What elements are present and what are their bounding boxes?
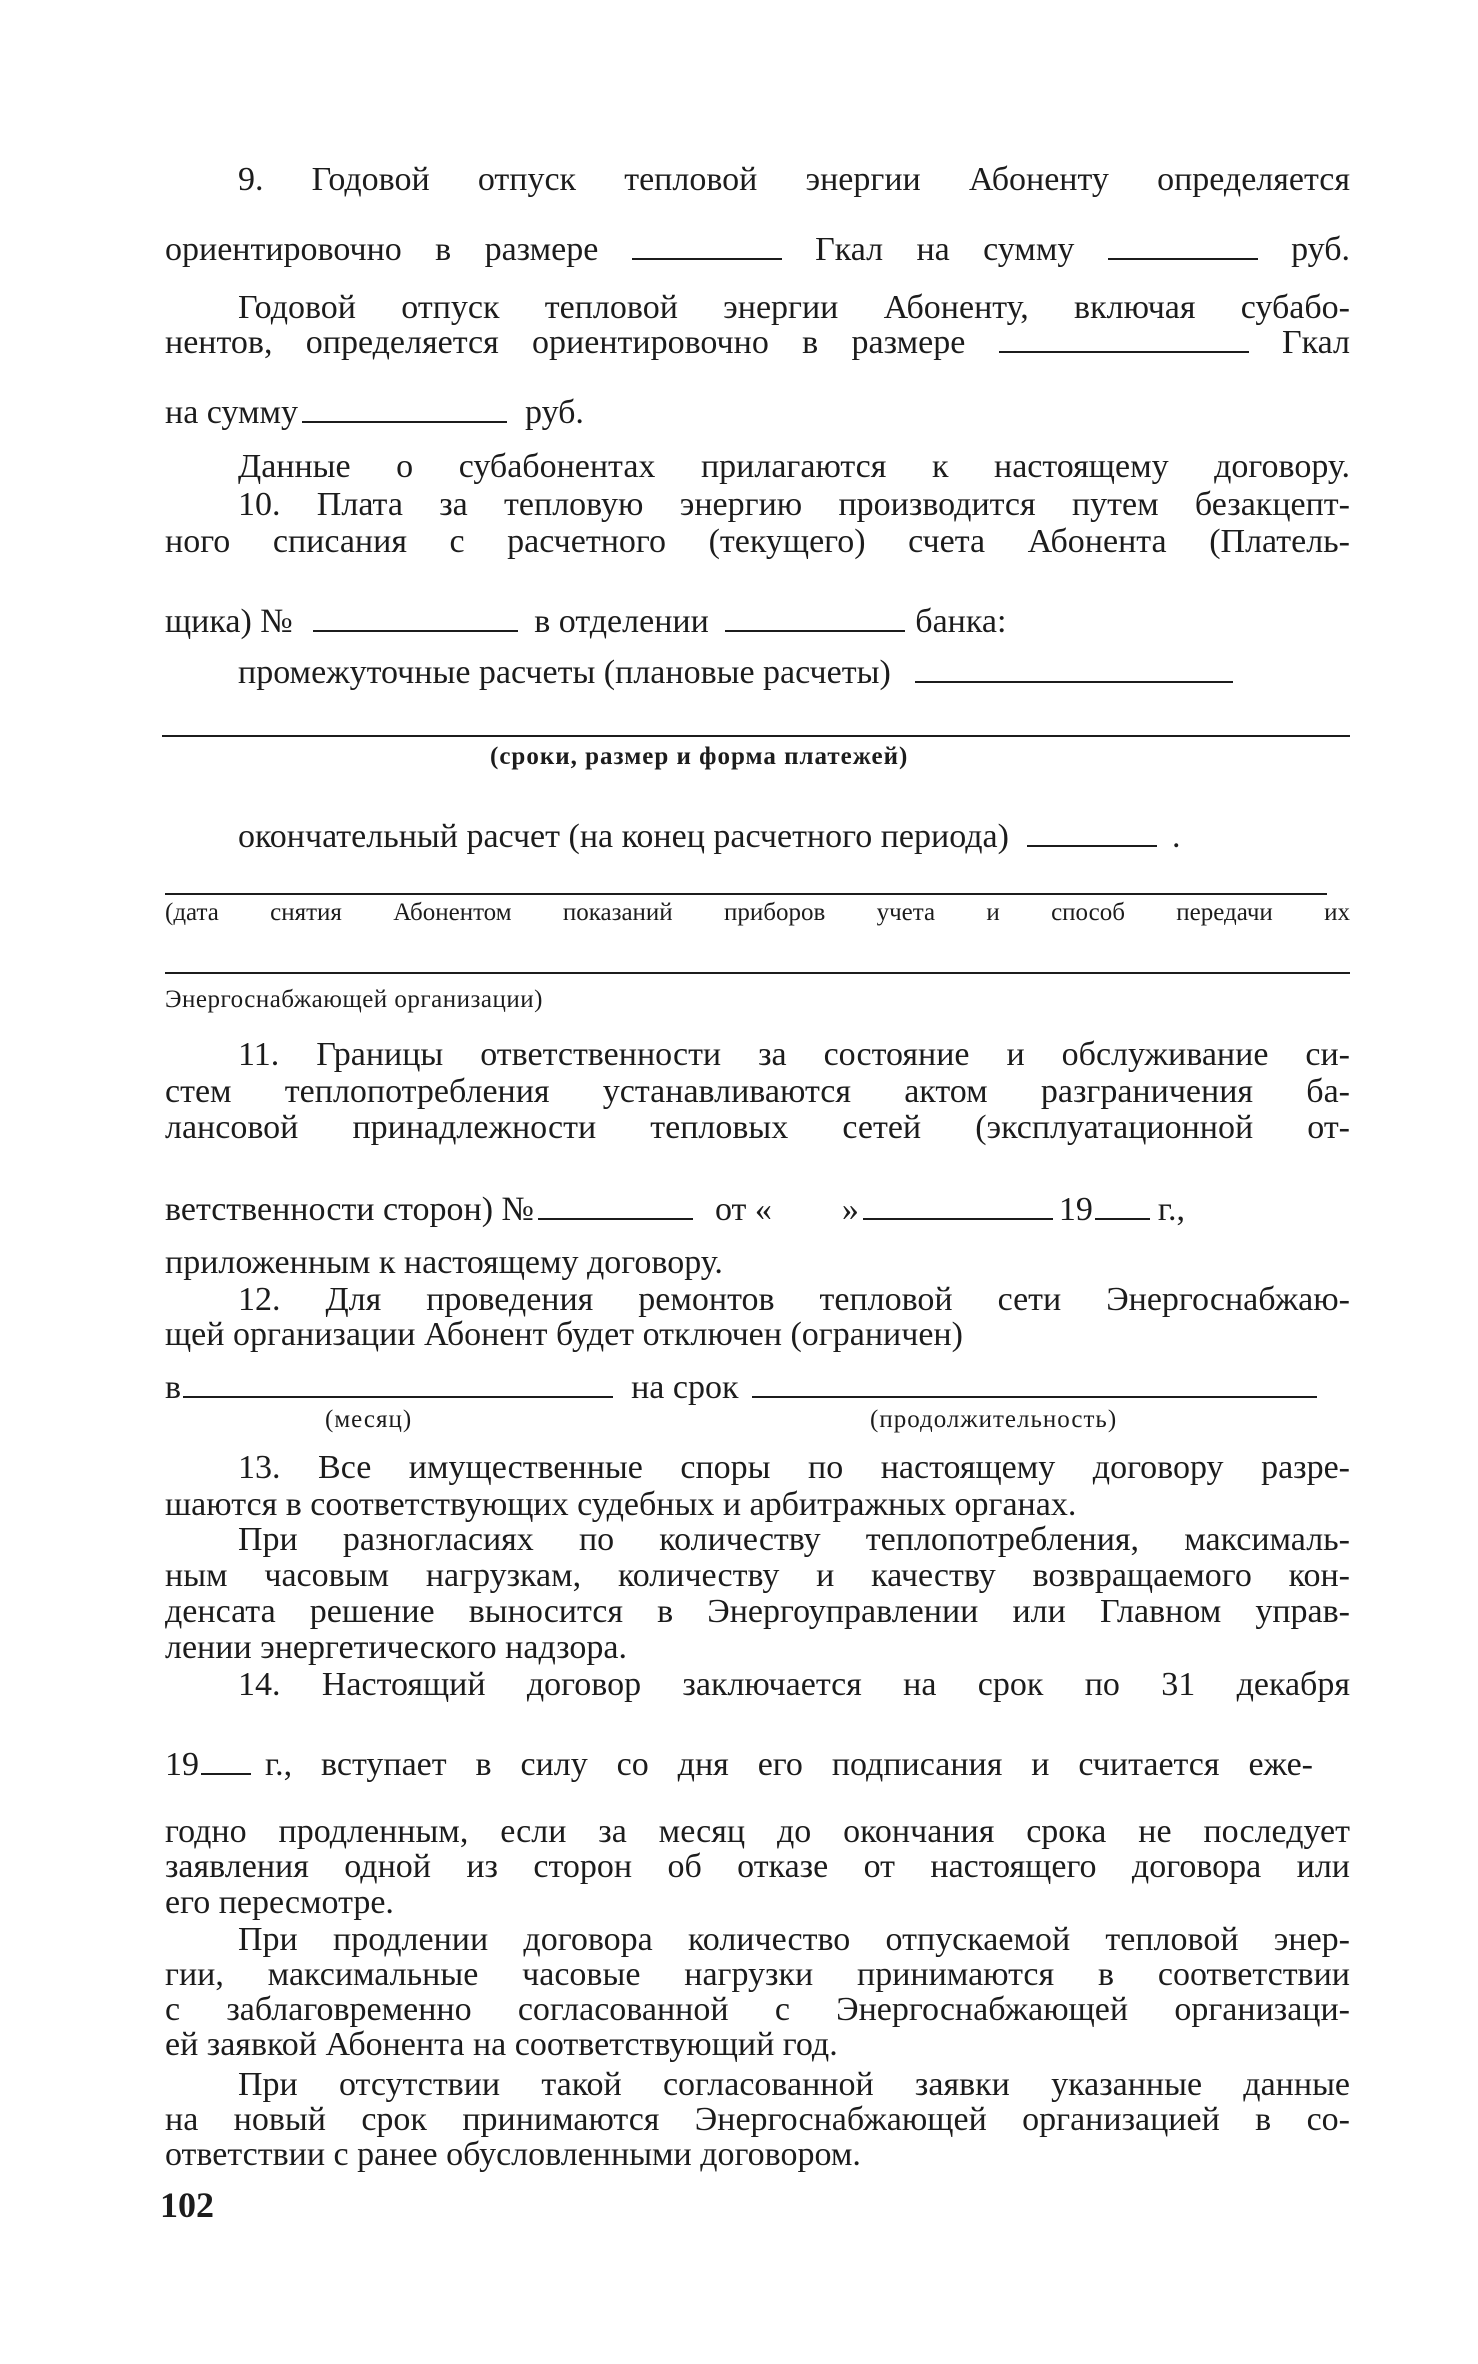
clause-10-line-2: ного списания с расчетного (текущего) счета Абонента (Платель- xyxy=(165,523,1350,560)
clause-14-line-8: с заблаговременно согласованной с Энергоснабжающей организаци- xyxy=(165,1991,1350,2028)
meter-reading-line xyxy=(165,893,1327,895)
clause-13-line-1: 13. Все имущественные споры по настоящему договору разре- xyxy=(238,1449,1350,1486)
caption-meter-line-2: Энергоснабжающей организации) xyxy=(165,986,543,1013)
clause-9-line-6: Данные о субабонентах прилагаются к настоящему договору. xyxy=(238,448,1350,485)
blank-subscriber-sum-field[interactable] xyxy=(302,395,507,423)
clause-9-line-2: ориентировочно в размере Гкал на сумму руб. xyxy=(165,231,1350,268)
blank-month-field[interactable] xyxy=(183,1370,613,1398)
clause-12-line-3: в на срок xyxy=(165,1368,1350,1408)
blank-act-date-field[interactable] xyxy=(863,1192,1053,1220)
clause-11-line-3: лансовой принадлежности тепловых сетей (эксплуатационной от- xyxy=(165,1109,1350,1146)
clause-10-line-1: 10. Плата за тепловую энергию производится путем безакцепт- xyxy=(238,486,1350,523)
blank-act-year-field[interactable] xyxy=(1095,1192,1150,1220)
caption-duration: (продолжительность) xyxy=(870,1406,1118,1433)
clause-13-line-4: ным часовым нагрузкам, количеству и качеству возвращаемого кон- xyxy=(165,1557,1350,1594)
clause-13-line-6: лении энергетического надзора. xyxy=(165,1629,628,1666)
clause-13-line-5: денсата решение выносится в Энергоуправлении или Главном управ- xyxy=(165,1593,1350,1630)
blank-sum-field[interactable] xyxy=(1108,232,1258,260)
clause-14-line-9: ей заявкой Абонента на соответствующий год. xyxy=(165,2026,838,2063)
blank-contract-year-field[interactable] xyxy=(201,1747,251,1775)
clause-11-line-1: 11. Границы ответственности за состояние и обслуживание си- xyxy=(238,1036,1350,1073)
clause-14-line-2: 19 г., вступает в силу со дня его подписания и считается еже- xyxy=(165,1746,1313,1783)
blank-gcal-field[interactable] xyxy=(632,232,782,260)
blank-account-number-field[interactable] xyxy=(313,604,518,632)
page-number: 102 xyxy=(160,2185,214,2225)
clause-12-line-2: щей организации Абонент будет отключен (ограничен) xyxy=(165,1316,963,1353)
clause-9-line-5: на сумму руб. xyxy=(165,394,584,431)
clause-14-line-3: годно продленным, если за месяц до окончания срока не последует xyxy=(165,1813,1350,1850)
clause-14-line-12: ответствии с ранее обусловленными договором. xyxy=(165,2136,861,2173)
clause-10-line-4: промежуточные расчеты (плановые расчеты) xyxy=(238,653,1350,693)
clause-9-line-4: нентов, определяется ориентировочно в размере Гкал xyxy=(165,324,1351,361)
clause-9-line-1: 9. Годовой отпуск тепловой энергии Абоненту определяется xyxy=(238,161,1350,198)
clause-14-line-7: гии, максимальные часовые нагрузки принимаются в соответствии xyxy=(165,1956,1350,1993)
clause-13-line-3: При разногласиях по количеству теплопотребления, максималь- xyxy=(238,1521,1350,1558)
clause-9-line-3: Годовой отпуск тепловой энергии Абоненту, включая субабо- xyxy=(238,289,1350,326)
clause-14-line-1: 14. Настоящий договор заключается на срок по 31 декабря xyxy=(238,1666,1350,1703)
clause-14-line-11: на новый срок принимаются Энергоснабжающей организацией в со- xyxy=(165,2101,1350,2138)
blank-act-number-field[interactable] xyxy=(538,1192,693,1220)
blank-final-payment-field[interactable] xyxy=(1027,819,1157,847)
payments-terms-line xyxy=(162,735,1350,737)
caption-month: (месяц) xyxy=(325,1406,413,1433)
clause-11-line-2: стем теплопотребления устанавливаются актом разграничения ба- xyxy=(165,1073,1350,1110)
clause-14-line-6: При продлении договора количество отпускаемой тепловой энер- xyxy=(238,1921,1350,1958)
clause-10-line-5: окончательный расчет (на конец расчетного периода) . xyxy=(238,818,1181,855)
meter-reading-line-2 xyxy=(165,972,1350,974)
clause-14-line-5: его пересмотре. xyxy=(165,1884,394,1921)
caption-meter-line-1: (дата снятия Абонентом показаний приборов учета и способ передачи их xyxy=(165,899,1350,926)
blank-duration-field[interactable] xyxy=(752,1370,1317,1398)
caption-payments: (сроки, размер и форма платежей) xyxy=(490,743,909,770)
clause-14-line-4: заявления одной из сторон об отказе от настоящего договора или xyxy=(165,1848,1350,1885)
clause-14-line-10: При отсутствии такой согласованной заявки указанные данные xyxy=(238,2066,1350,2103)
clause-11-line-5: приложенным к настоящему договору. xyxy=(165,1244,723,1281)
blank-subscriber-gcal-field[interactable] xyxy=(999,325,1249,353)
clause-13-line-2: шаются в соответствующих судебных и арбитражных органах. xyxy=(165,1486,1077,1523)
clause-12-line-1: 12. Для проведения ремонтов тепловой сети Энергоснабжаю- xyxy=(238,1281,1350,1318)
clause-10-line-3: щика) № в отделении банка: xyxy=(165,603,1007,640)
clause-11-line-4: ветственности сторон) № от « » 19 г., xyxy=(165,1191,1185,1228)
blank-interim-payments-field[interactable] xyxy=(915,655,1233,683)
blank-bank-branch-field[interactable] xyxy=(725,604,905,632)
